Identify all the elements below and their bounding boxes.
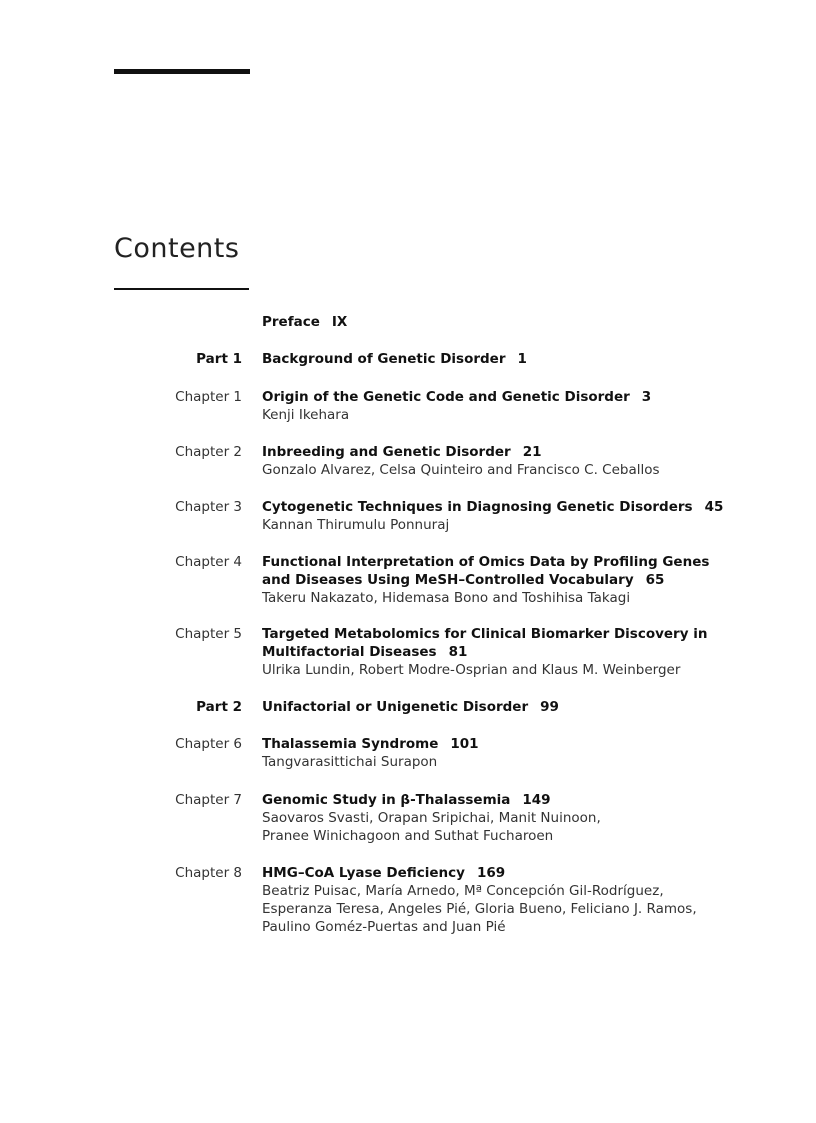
toc-entry-preface[interactable]: [0, 313, 816, 331]
part-label: Part 2: [196, 699, 242, 715]
entry-authors: Pranee Winichagoon and Suthat Fucharoen: [262, 828, 554, 844]
toc-entry-chapter-7[interactable]: [0, 791, 816, 844]
chapter-label: Chapter 2: [175, 444, 242, 460]
entry-title: Thalassemia Syndrome: [262, 736, 439, 752]
entry-title-line: Targeted Metabolomics for Clinical Biomarker Discovery in: [262, 626, 708, 642]
toc-entry-chapter-8[interactable]: [0, 864, 816, 935]
entry-title: Unifactorial or Unigenetic Disorder: [262, 699, 529, 715]
toc-entry-chapter-3[interactable]: [0, 498, 816, 533]
entry-page: 21: [522, 444, 542, 460]
entry-page: 99: [540, 699, 559, 715]
chapter-label: Chapter 1: [175, 389, 242, 405]
entry-authors: Paulino Goméz-Puertas and Juan Pié: [262, 919, 506, 935]
part-label: Part 1: [196, 351, 242, 367]
entry-page: 169: [476, 865, 506, 881]
entry-authors: Gonzalo Alvarez, Celsa Quinteiro and Francisco C. Ceballos: [262, 462, 660, 478]
entry-page: 101: [450, 736, 479, 752]
toc-entry-chapter-4[interactable]: [0, 553, 816, 606]
entry-title: Genomic Study in β-Thalassemia: [262, 792, 511, 808]
top-rule: [114, 69, 250, 74]
chapter-label: Chapter 5: [175, 626, 242, 642]
entry-authors: Kenji Ikehara: [262, 407, 350, 423]
chapter-label: Chapter 4: [175, 554, 242, 570]
entry-page: 149: [522, 792, 551, 808]
entry-title: Background of Genetic Disorder: [262, 351, 506, 367]
entry-authors: Takeru Nakazato, Hidemasa Bono and Toshihisa Takagi: [262, 590, 631, 606]
toc-entry-part-2[interactable]: [0, 698, 816, 716]
page-title: Contents: [114, 233, 240, 264]
toc-entry-chapter-1[interactable]: [0, 388, 816, 423]
toc-entry-chapter-5[interactable]: [0, 625, 816, 678]
entry-page: 65: [645, 572, 665, 588]
toc-entry-chapter-6[interactable]: [0, 735, 816, 770]
entry-page: 3: [641, 389, 652, 405]
entry-title: Inbreeding and Genetic Disorder: [262, 444, 511, 460]
entry-title: Preface: [262, 314, 320, 330]
entry-page: 81: [448, 644, 468, 660]
entry-title: Cytogenetic Techniques in Diagnosing Genetic Disorders: [262, 499, 693, 515]
toc-entry-part-1[interactable]: [0, 350, 816, 368]
title-rule: [114, 288, 249, 290]
entry-page: 1: [517, 351, 527, 367]
entry-authors: Tangvarasittichai Surapon: [262, 754, 438, 770]
entry-page: 45: [704, 499, 724, 515]
entry-authors: Beatriz Puisac, María Arnedo, Mª Concepción Gil-Rodríguez,: [262, 883, 664, 899]
entry-title: HMG–CoA Lyase Deficiency: [262, 865, 465, 881]
entry-title-line: Multifactorial Diseases: [262, 644, 437, 660]
entry-page: IX: [331, 314, 348, 330]
toc-entry-chapter-2[interactable]: [0, 443, 816, 478]
entry-authors: Ulrika Lundin, Robert Modre-Osprian and Klaus M. Weinberger: [262, 662, 681, 678]
entry-title-line: Functional Interpretation of Omics Data by Profiling Genes: [262, 554, 710, 570]
entry-authors: Saovaros Svasti, Orapan Sripichai, Manit Nuinoon,: [262, 810, 601, 826]
chapter-label: Chapter 7: [175, 792, 242, 808]
chapter-label: Chapter 8: [175, 865, 242, 881]
entry-title: Origin of the Genetic Code and Genetic Disorder: [262, 389, 630, 405]
chapter-label: Chapter 6: [175, 736, 242, 752]
chapter-label: Chapter 3: [175, 499, 242, 515]
entry-authors: Esperanza Teresa, Angeles Pié, Gloria Bueno, Feliciano J. Ramos,: [262, 901, 697, 917]
entry-title-line: and Diseases Using MeSH–Controlled Vocabulary: [262, 572, 634, 588]
entry-authors: Kannan Thirumulu Ponnuraj: [262, 517, 450, 533]
